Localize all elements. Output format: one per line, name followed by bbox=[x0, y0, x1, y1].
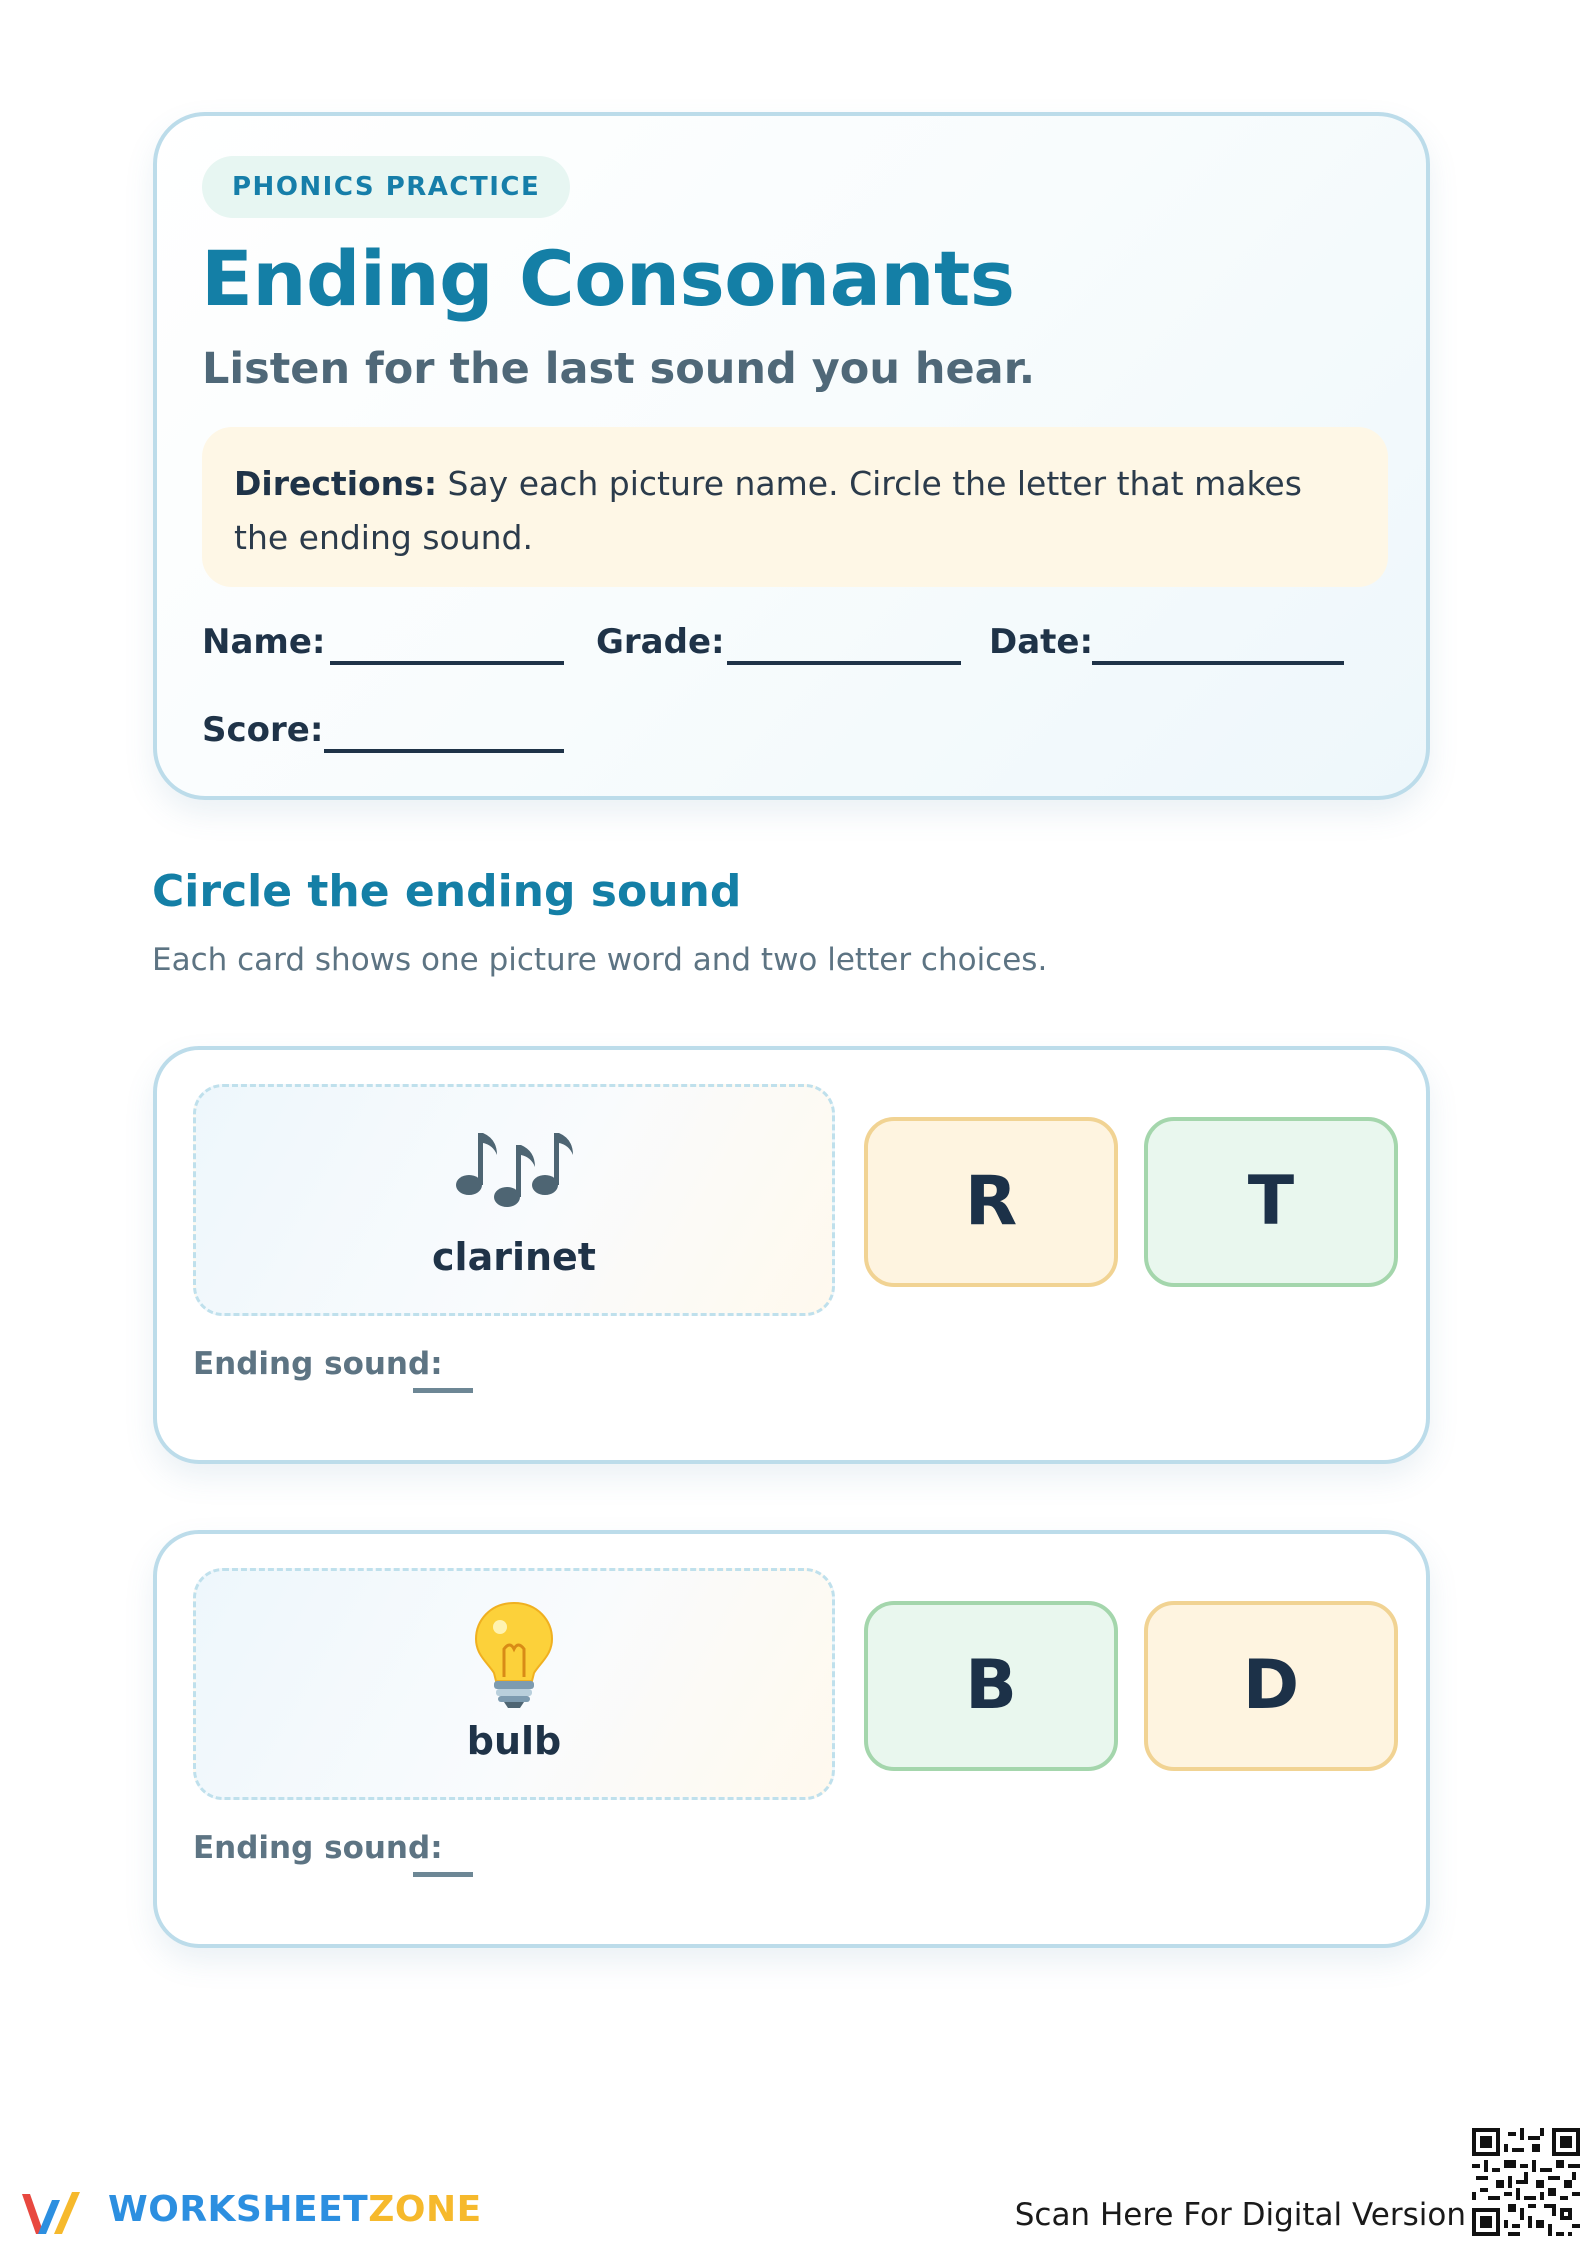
picture-box bbox=[193, 1568, 835, 1800]
brand-name bbox=[108, 2189, 482, 2230]
phonics-practice-tag: PHONICS PRACTICE bbox=[202, 156, 570, 218]
name-field[interactable] bbox=[330, 661, 564, 665]
choice-button-b[interactable]: B bbox=[864, 1601, 1118, 1771]
page-title: Ending Consonants bbox=[201, 234, 1015, 323]
brand-part-zone: ZONE bbox=[368, 2189, 482, 2230]
ending-sound-label: Ending sound: bbox=[193, 1346, 443, 1382]
picture-word: clarinet bbox=[432, 1235, 596, 1279]
name-label: Name: bbox=[202, 622, 326, 662]
grade-label: Grade: bbox=[596, 622, 725, 662]
scan-here-text: Scan Here For Digital Version bbox=[1014, 2197, 1466, 2233]
question-card-bulb bbox=[153, 1530, 1430, 1948]
directions-text: Say each picture name. Circle the letter that makes the ending sound. bbox=[234, 464, 1302, 557]
picture-word: bulb bbox=[466, 1719, 562, 1763]
choice-button-r[interactable]: R bbox=[864, 1117, 1118, 1287]
ending-sound-blank[interactable] bbox=[413, 1388, 473, 1393]
section-title: Circle the ending sound bbox=[152, 866, 742, 917]
choice-button-d[interactable]: D bbox=[1144, 1601, 1398, 1771]
score-field[interactable] bbox=[324, 749, 564, 753]
ending-sound-blank[interactable] bbox=[413, 1872, 473, 1877]
score-label: Score: bbox=[202, 710, 324, 750]
directions-label: Directions: bbox=[234, 464, 438, 503]
page-subtitle: Listen for the last sound you hear. bbox=[202, 344, 1036, 394]
choice-button-t[interactable]: T bbox=[1144, 1117, 1398, 1287]
picture-box bbox=[193, 1084, 835, 1316]
worksheetzone-logo-icon bbox=[18, 2186, 96, 2240]
qr-code-icon[interactable] bbox=[1472, 2128, 1580, 2236]
date-field[interactable] bbox=[1092, 661, 1344, 665]
brand-part-worksheet: WORKSHEET bbox=[108, 2189, 369, 2230]
section-subtitle: Each card shows one picture word and two letter choices. bbox=[152, 942, 1048, 978]
directions-box bbox=[202, 427, 1388, 587]
grade-field[interactable] bbox=[727, 661, 961, 665]
musical-notes-icon bbox=[196, 1113, 832, 1230]
header-card bbox=[153, 112, 1430, 800]
light-bulb-icon bbox=[196, 1597, 832, 1726]
date-label: Date: bbox=[989, 622, 1094, 662]
ending-sound-label: Ending sound: bbox=[193, 1830, 443, 1866]
question-card-clarinet bbox=[153, 1046, 1430, 1464]
